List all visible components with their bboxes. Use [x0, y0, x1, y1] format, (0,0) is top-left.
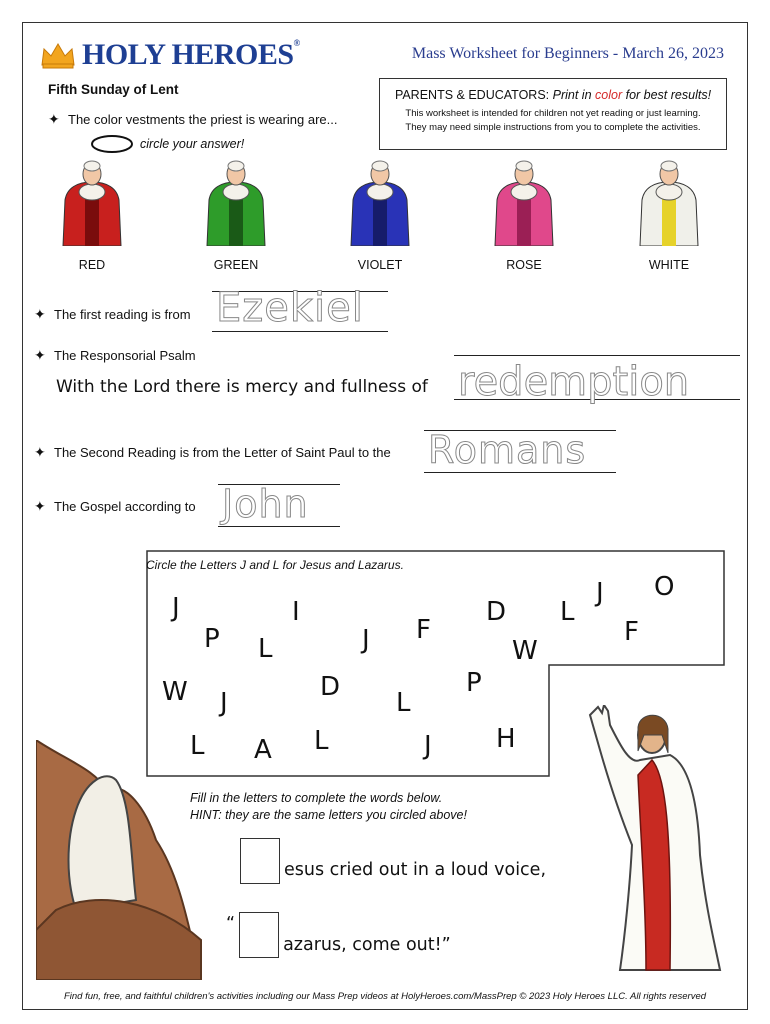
psalm-text: With the Lord there is mercy and fullness of: [56, 377, 428, 397]
priest-vestment-icon: [487, 160, 561, 246]
crown-icon: [40, 41, 76, 69]
letter-option[interactable]: F: [416, 615, 431, 645]
circle-hint: circle your answer!: [90, 133, 244, 155]
letter-input-box-j[interactable]: [240, 838, 280, 884]
letter-option[interactable]: J: [220, 688, 228, 718]
letter-option[interactable]: W: [512, 636, 538, 666]
sunday-title: Fifth Sunday of Lent: [48, 82, 179, 97]
vestment-label: WHITE: [648, 258, 690, 272]
fill-line-lazarus: “ azarus, come out!”: [226, 912, 451, 958]
vestment-label: GREEN: [213, 258, 259, 272]
vestment-label: RED: [78, 258, 106, 272]
footer-text: Find fun, free, and faithful children's activities including our Mass Prep videos at HolyHeroes.com/MassPrep © 2023 Holy Heroes LLC. All rights reserved: [63, 991, 707, 1002]
first-reading-label: ✦ The first reading is from: [34, 306, 191, 322]
letter-option[interactable]: J: [362, 625, 370, 655]
letter-activity-title: Circle the Letters J and L for Jesus and Lazarus.: [146, 558, 404, 572]
letter-option[interactable]: L: [314, 726, 329, 756]
lazarus-tomb-illustration: [36, 740, 206, 980]
vestment-label: ROSE: [506, 258, 542, 272]
letter-option[interactable]: H: [496, 724, 516, 754]
letter-option[interactable]: J: [596, 578, 604, 608]
psalm-trace[interactable]: redemption: [454, 355, 740, 405]
circle-stroke-icon: [90, 133, 136, 155]
letter-option[interactable]: D: [486, 597, 507, 627]
fill-line-jesus: esus cried out in a loud voice,: [240, 838, 546, 884]
vestment-option-green[interactable]: [186, 160, 286, 272]
jesus-illustration: [580, 705, 730, 975]
priest-vestment-icon: [343, 160, 417, 246]
letter-option[interactable]: L: [258, 634, 273, 664]
priest-vestment-icon: [632, 160, 706, 246]
parents-box: PARENTS & EDUCATORS: Print in color for best results! This worksheet is intended for children not yet reading or just learning. They may need simple instructions from you to complete the activities.: [379, 78, 727, 150]
vestment-option-rose[interactable]: [474, 160, 574, 272]
vestment-question: ✦ The color vestments the priest is wearing are...: [48, 111, 338, 127]
holy-heroes-logo: [40, 38, 300, 72]
letter-option[interactable]: L: [560, 597, 575, 627]
letter-option[interactable]: F: [624, 617, 639, 647]
letter-option[interactable]: P: [466, 668, 482, 698]
letter-option[interactable]: J: [172, 593, 180, 623]
letter-option[interactable]: P: [204, 624, 220, 654]
vestment-option-red[interactable]: [42, 160, 142, 272]
letter-option[interactable]: L: [190, 731, 205, 761]
priest-vestment-icon: [199, 160, 273, 246]
logo-text: HOLY HEROES®: [82, 38, 300, 71]
letter-option[interactable]: L: [396, 688, 411, 718]
letter-option[interactable]: J: [424, 731, 432, 761]
letter-option[interactable]: O: [654, 572, 675, 602]
letter-input-box-l[interactable]: [239, 912, 279, 958]
second-reading-trace[interactable]: Romans: [424, 428, 616, 474]
vestment-label: VIOLET: [357, 258, 403, 272]
fill-hint: Fill in the letters to complete the words below. HINT: they are the same letters you circled above!: [190, 791, 467, 822]
psalm-label: ✦ The Responsorial Psalm: [34, 347, 196, 363]
first-reading-trace[interactable]: Ezekiel: [212, 287, 388, 335]
letter-option[interactable]: A: [254, 735, 272, 765]
gospel-label: ✦ The Gospel according to: [34, 498, 196, 514]
letter-option[interactable]: I: [292, 597, 300, 627]
star-bullet-icon: ✦: [48, 111, 60, 127]
worksheet-title: Mass Worksheet for Beginners - March 26, 2023: [411, 45, 724, 62]
letter-option[interactable]: D: [320, 672, 341, 702]
gospel-trace[interactable]: John: [218, 482, 340, 530]
vestment-option-violet[interactable]: [330, 160, 430, 272]
second-reading-label: ✦ The Second Reading is from the Letter of Saint Paul to the: [34, 444, 391, 460]
vestment-option-white[interactable]: [619, 160, 719, 272]
letter-option[interactable]: W: [162, 677, 188, 707]
priest-vestment-icon: [55, 160, 129, 246]
